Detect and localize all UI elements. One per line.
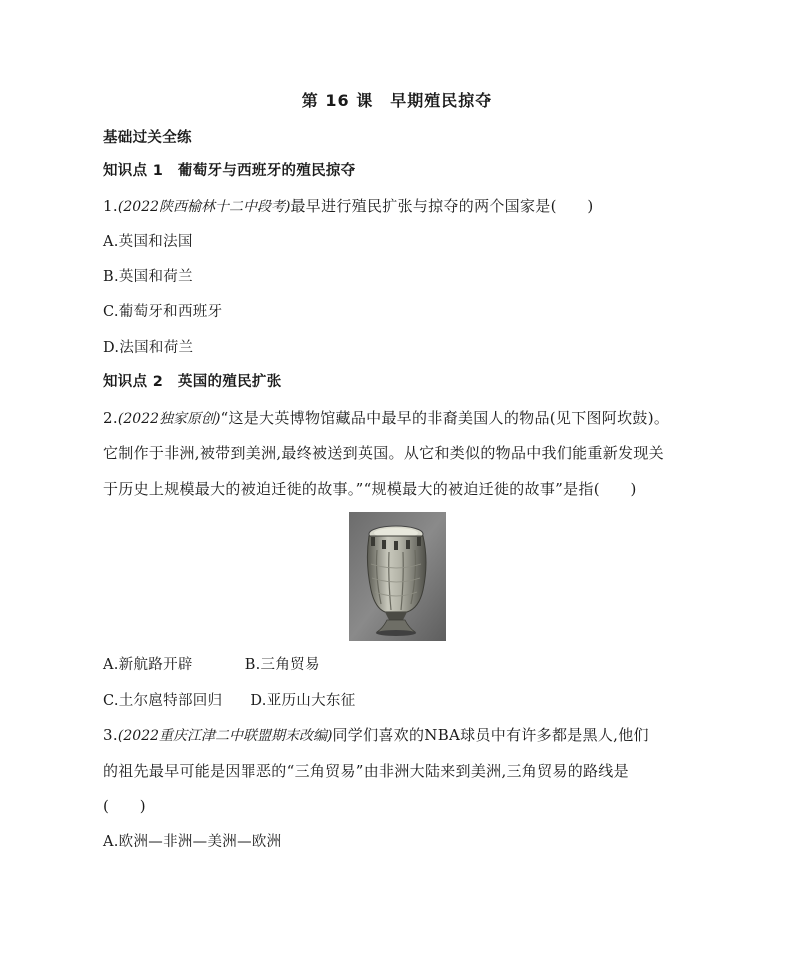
question-text: “这是大英博物馆藏品中最早的非裔美国人的物品(见下图阿坎鼓)。 (220, 409, 670, 427)
question-source: (2022独家原创) (117, 411, 221, 427)
section-heading-basic: 基础过关全练 (103, 130, 192, 146)
q2-options-row-1 (103, 655, 320, 675)
question-source: (2022重庆江津二中联盟期末改编) (117, 728, 333, 744)
question-number: 3. (103, 726, 118, 744)
question-3-stem-line-3: ( ) (103, 797, 146, 815)
q2-option-c: C.土尔扈特部回归 (103, 693, 223, 709)
question-2-stem-line-1 (103, 408, 669, 429)
question-1-stem (103, 196, 594, 217)
q2-option-b: B.三角贸易 (244, 657, 320, 673)
lesson-title: 第 16 课 早期殖民掠夺 (301, 91, 493, 110)
question-3-stem-line-1 (103, 725, 649, 746)
question-text: 同学们喜欢的NBA球员中有许多都是黑人,他们 (332, 726, 649, 744)
question-number: 1. (103, 197, 118, 215)
akan-drum-photo (349, 512, 446, 641)
knowledge-point-2: 知识点 2 英国的殖民扩张 (103, 374, 282, 390)
akan-drum-illustration (349, 512, 446, 641)
question-2-stem-line-2: 它制作于非洲,被带到美洲,最终被送到英国。从它和类似的物品中我们能重新发现关 (103, 444, 664, 462)
question-text: 最早进行殖民扩张与掠夺的两个国家是( ) (290, 197, 594, 215)
q1-option-a: A.英国和法国 (103, 234, 193, 250)
question-2-stem-line-3: 于历史上规模最大的被迫迁徙的故事。”“规模最大的被迫迁徙的故事”是指( ) (103, 480, 637, 498)
question-source: (2022陕西榆林十二中段考) (117, 199, 291, 215)
q3-option-a: A.欧洲—非洲—美洲—欧洲 (103, 834, 282, 850)
q2-option-d: D.亚历山大东征 (250, 693, 356, 709)
q1-option-b: B.英国和荷兰 (103, 269, 193, 285)
q1-option-c: C.葡萄牙和西班牙 (103, 304, 223, 320)
q2-options-row-2 (103, 691, 356, 711)
question-3-stem-line-2: 的祖先最早可能是因罪恶的“三角贸易”由非洲大陆来到美洲,三角贸易的路线是 (103, 762, 629, 780)
q2-option-a: A.新航路开辟 (103, 657, 193, 673)
q1-option-d: D.法国和荷兰 (103, 340, 194, 356)
knowledge-point-1: 知识点 1 葡萄牙与西班牙的殖民掠夺 (103, 163, 356, 179)
question-number: 2. (103, 409, 118, 427)
